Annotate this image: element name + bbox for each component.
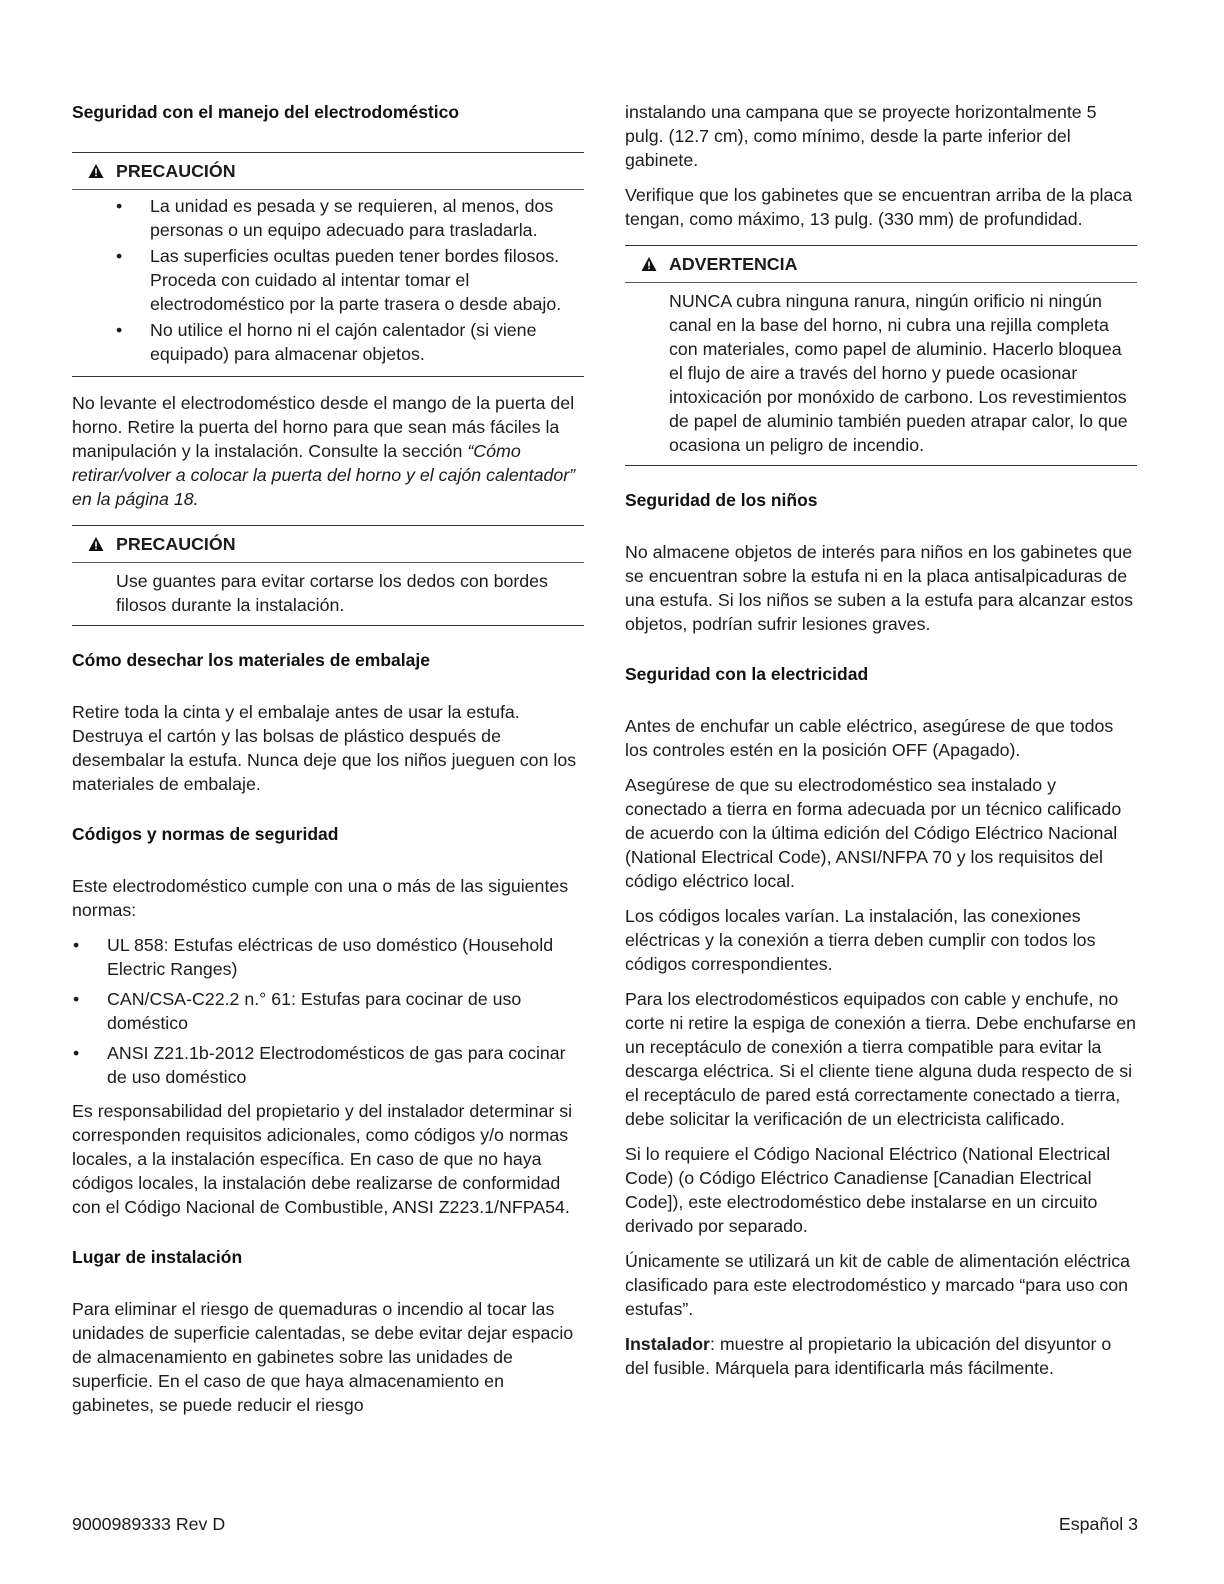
packaging-paragraph: Retire toda la cinta y el embalaje antes de usar la estufa. Destruya el cartón y las bolsas de plástico después de desembalar la estufa. Nunca deje que los niños jueguen con los materiales de embalaje. (72, 702, 577, 794)
code-item: • UL 858: Estufas eléctricas de uso doméstico (Household Electric Ranges) (107, 933, 584, 981)
heading-codes: Códigos y normas de seguridad (72, 824, 339, 844)
heading-location: Lugar de instalación (72, 1247, 243, 1267)
elec-paragraph-3: Los códigos locales varían. La instalación, las conexiones eléctricas y la conexión a tierra deben cumplir con todos los códigos correspondientes. (625, 906, 1096, 974)
warning-triangle-icon (641, 256, 657, 272)
installer-label: Instalador (625, 1334, 710, 1354)
elec-paragraph-6: Únicamente se utilizará un kit de cable de alimentación eléctrica clasificado para este electrodoméstico y marcado “para uso con estufas”. (625, 1251, 1131, 1319)
elec-paragraph-5: Si lo requiere el Código Nacional Eléctrico (National Electrical Code) (o Código Eléctrico Canadiense [Canadian Electrical Code]), este electrodoméstico debe instalarse en un circuito derivado por separado. (625, 1144, 1111, 1236)
warning-body (625, 283, 1137, 466)
caution-header (72, 525, 584, 563)
left-column (72, 100, 584, 1428)
caution-box-2 (72, 525, 584, 626)
codes-list (72, 933, 584, 1089)
heading-appliance-handling: Seguridad con el manejo del electrodoméstico (72, 102, 460, 122)
warning-triangle-icon (88, 163, 104, 179)
right-column (625, 100, 1137, 1391)
caution-item: • No utilice el horno ni el cajón calentador (si viene equipado) para almacenar objetos. (150, 318, 584, 366)
warning-box (625, 245, 1137, 466)
caution-header (72, 152, 584, 190)
caution-item: • Las superficies ocultas pueden tener bordes filosos. Proceda con cuidado al intentar tomar el electrodoméstico por la parte trasera o desde abajo. (150, 244, 584, 316)
code-item: • ANSI Z21.1b-2012 Electrodomésticos de gas para cocinar de uso doméstico (107, 1041, 584, 1089)
caution-box-1 (72, 152, 584, 377)
footer-page-number: Español 3 (1058, 1514, 1138, 1534)
elec-paragraph-1: Antes de enchufar un cable eléctrico, asegúrese de que todos los controles estén en la posición OFF (Apagado). (625, 716, 1114, 760)
warning-title: ADVERTENCIA (669, 253, 798, 274)
caution-text: Use guantes para evitar cortarse los dedos con bordes filosos durante la instalación. (116, 571, 548, 615)
caution-title: PRECAUCIÓN (116, 160, 236, 181)
codes-intro: Este electrodoméstico cumple con una o más de las siguientes normas: (72, 876, 569, 920)
heading-packaging: Cómo desechar los materiales de embalaje (72, 650, 430, 670)
caution-item: • La unidad es pesada y se requieren, al menos, dos personas o un equipo adecuado para trasladarla. (150, 194, 584, 242)
lift-paragraph: No levante el electrodoméstico desde el mango de la puerta del horno. Retire la puerta del horno para que sean más fáciles la manipulación y la instalación. Consulte la sección “Cómo retirar/volver a colocar la puerta del horno y el cajón calentador” en la página 18. (72, 393, 576, 509)
page-reference: “Cómo retirar/volver a colocar la puerta del horno y el cajón calentador” en la página 18. (72, 441, 576, 509)
warning-triangle-icon (88, 536, 104, 552)
heading-children: Seguridad de los niños (625, 490, 818, 510)
installer-paragraph: Instalador: muestre al propietario la ubicación del disyuntor o del fusible. Márquela para identificarla más fácilmente. (625, 1334, 1112, 1378)
elec-paragraph-4: Para los electrodomésticos equipados con cable y enchufe, no corte ni retire la espiga de conexión a tierra. Debe enchufarse en un receptáculo de conexión a tierra compatible para evitar la descarga eléctrica. Si el cliente tiene alguna duda respecto de si el receptáculo de pared está correctamente conectado a tierra, debe solicitar la verificación de un electricista calificado. (625, 989, 1137, 1129)
caution-title: PRECAUCIÓN (116, 533, 236, 554)
caution-body (72, 190, 584, 377)
codes-paragraph: Es responsabilidad del propietario y del instalador determinar si corresponden requisitos adicionales, como códigos y/o normas locales, a la instalación específica. En caso de que no haya códigos locales, la instalación debe realizarse de conformidad con el Código Nacional de Combustible, ANSI Z223.1/NFPA54. (72, 1101, 573, 1217)
warning-text: NUNCA cubra ninguna ranura, ningún orificio ni ningún canal en la base del horno, ni cubra una rejilla completa con materiales, como papel de aluminio. Hacerlo bloquea el flujo de aire a través del horno y puede ocasionar intoxicación por monóxido de carbono. Los revestimientos de papel de aluminio también pueden atrapar calor, lo que ocasiona un peligro de incendio. (669, 291, 1128, 455)
location-paragraph: Para eliminar el riesgo de quemaduras o incendio al tocar las unidades de superficie calentadas, se debe evitar dejar espacio de almacenamiento en gabinetes sobre las unidades de superficie. En el caso de que haya almacenamiento en gabinetes, se puede reducir el riesgo (72, 1299, 574, 1415)
children-paragraph: No almacene objetos de interés para niños en los gabinetes que se encuentran sobre la estufa ni en la placa antisalpicaduras de una estufa. Si los niños se suben a la estufa para alcanzar estos objetos, podrían sufrir lesiones graves. (625, 542, 1134, 634)
footer-doc-id: 9000989333 Rev D (72, 1514, 226, 1534)
warning-header (625, 245, 1137, 283)
location-continued: instalando una campana que se proyecte horizontalmente 5 pulg. (12.7 cm), como mínimo, desde la parte inferior del gabinete. (625, 102, 1097, 170)
elec-paragraph-2: Asegúrese de que su electrodoméstico sea instalado y conectado a tierra en forma adecuada por un técnico calificado de acuerdo con la última edición del Código Eléctrico Nacional (National Electrical Code), ANSI/NFPA 70 y los requisitos del código eléctrico local. (625, 775, 1122, 891)
cabinet-paragraph: Verifique que los gabinetes que se encuentran arriba de la placa tengan, como máximo, 13 pulg. (330 mm) de profundidad. (625, 185, 1133, 229)
code-item: • CAN/CSA-C22.2 n.° 61: Estufas para cocinar de uso doméstico (107, 987, 584, 1035)
heading-electricity: Seguridad con la electricidad (625, 664, 869, 684)
caution-body (72, 563, 584, 626)
